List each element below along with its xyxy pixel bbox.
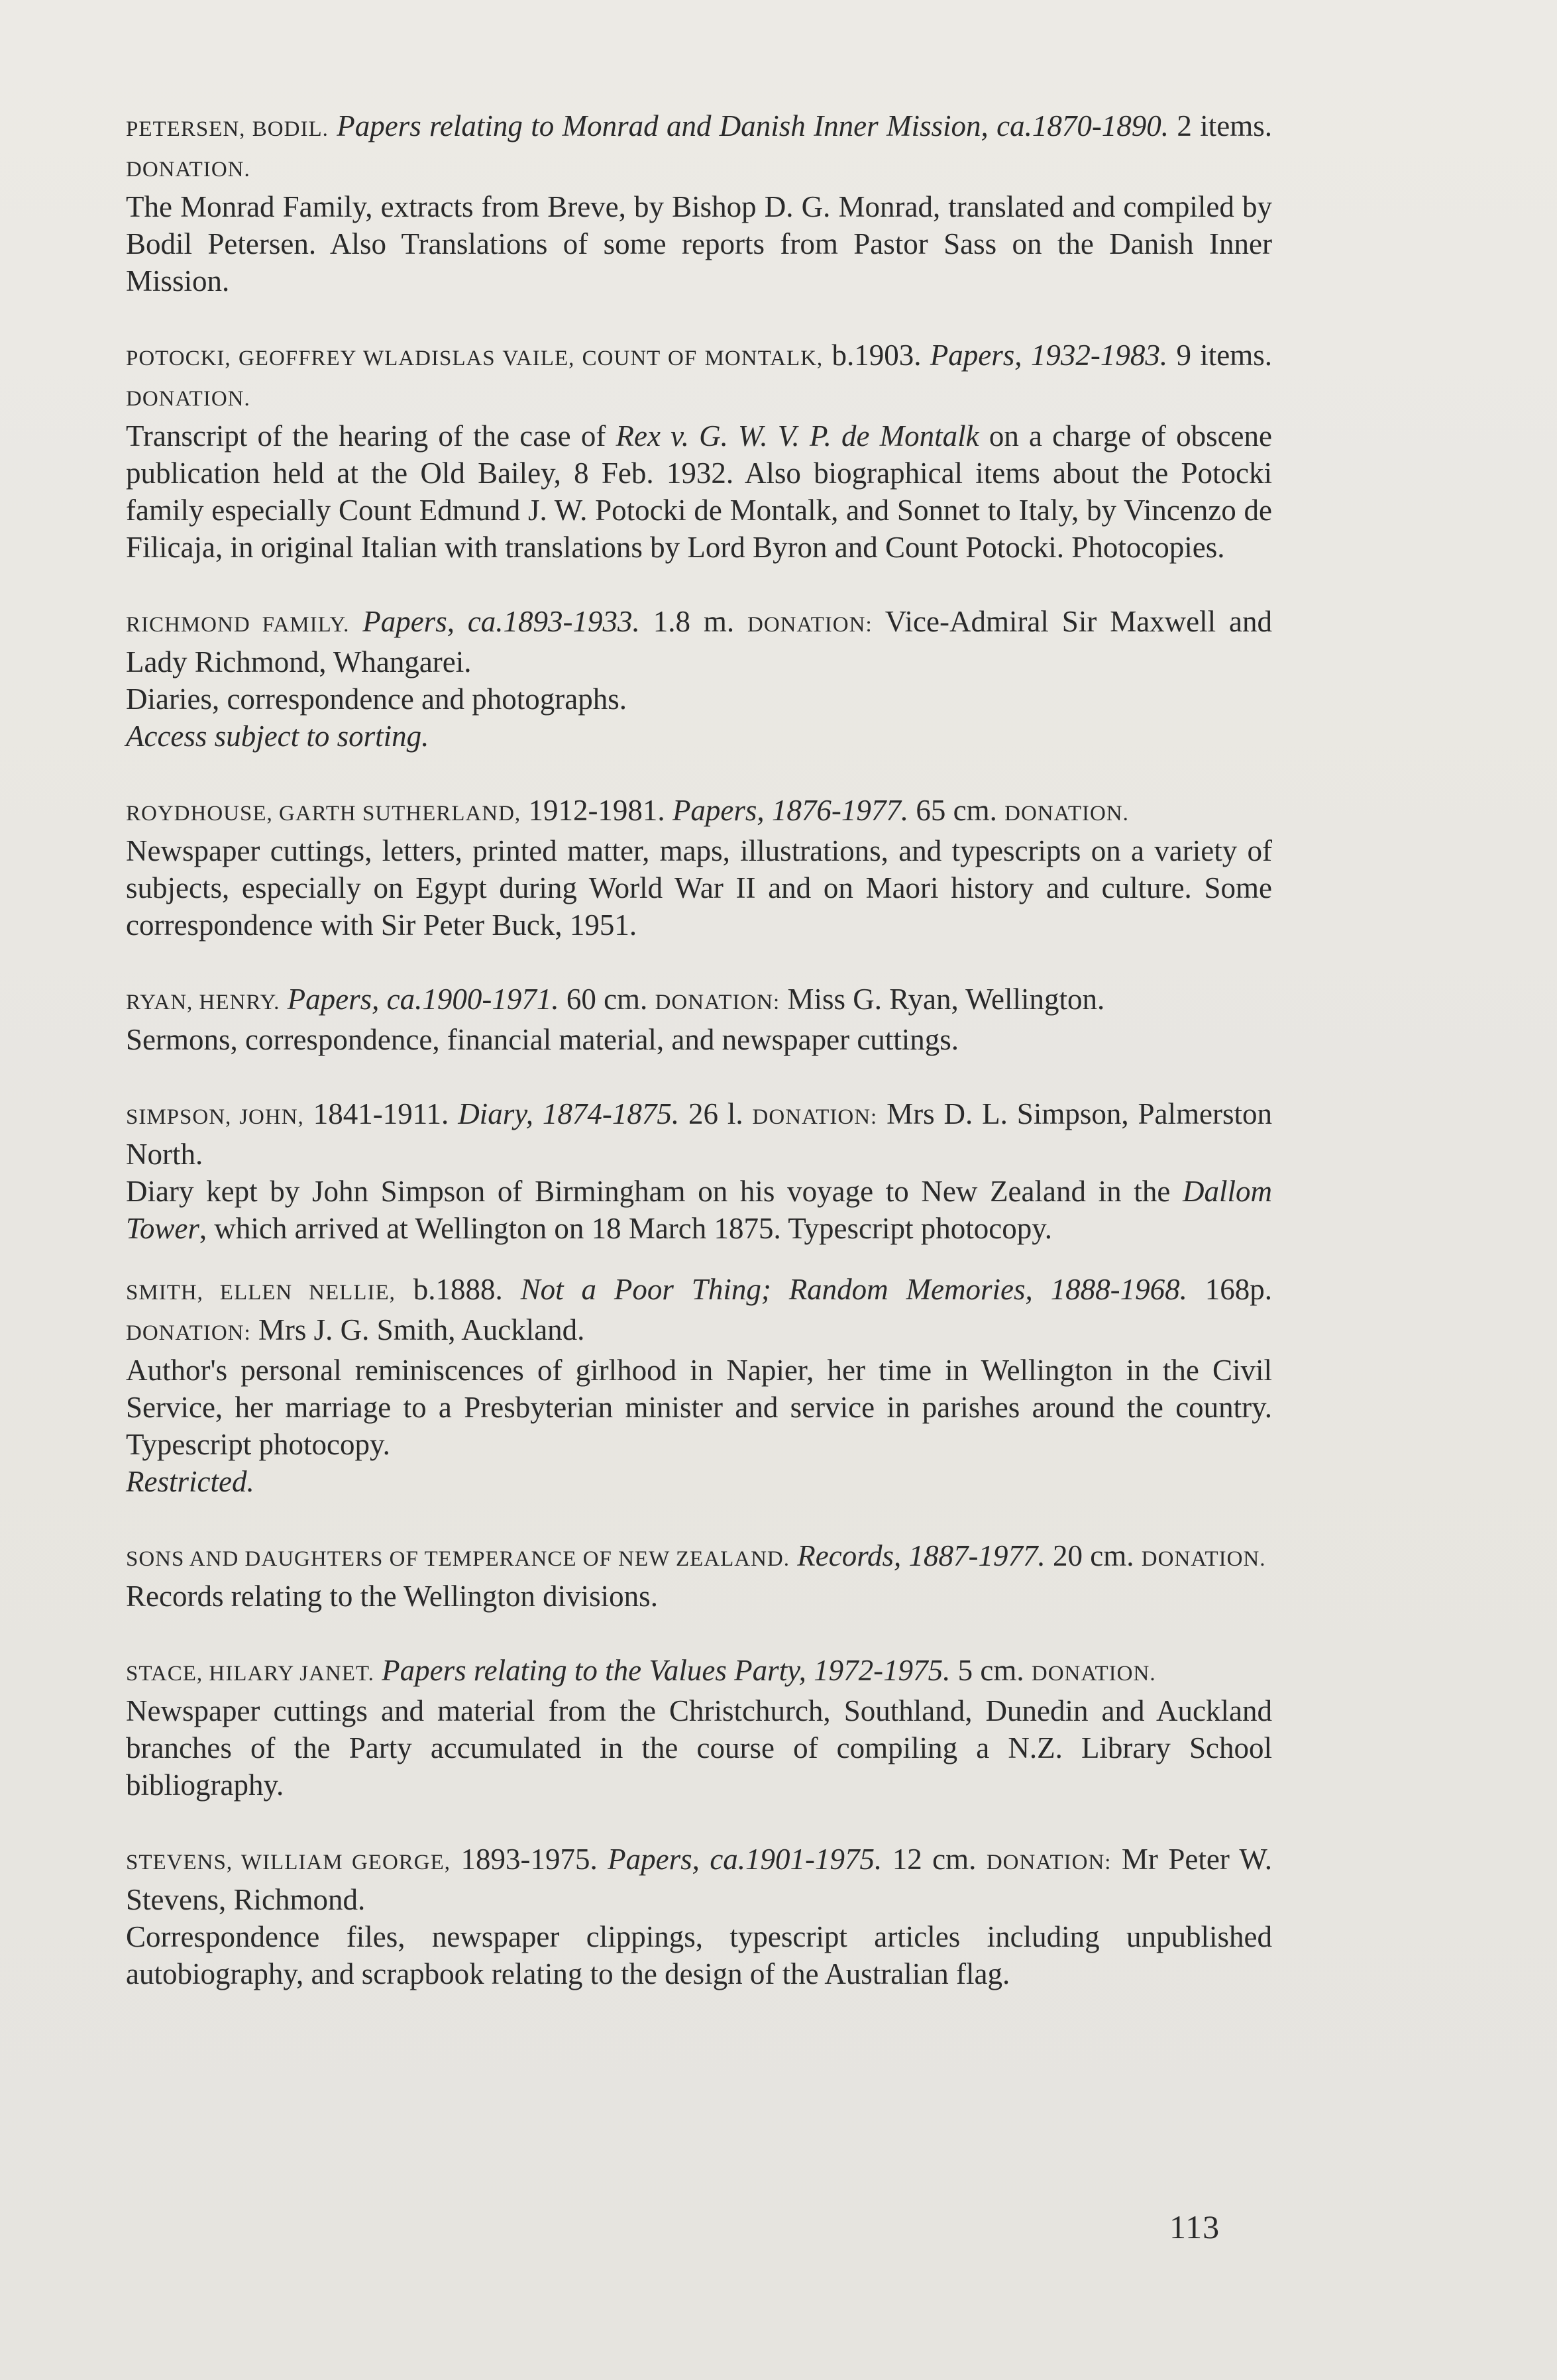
entry-description (126, 1173, 1272, 1247)
entry-dates: b.1888. (413, 1273, 503, 1306)
description-text: Diary kept by John Simpson of Birmingham on his voyage to New Zealand in the (126, 1175, 1183, 1208)
entry-description: The Monrad Family, extracts from Breve, by Bishop D. G. Monrad, translated and compiled by Bodil Petersen. Also Translations of some reports from Pastor Sass on the Danish Inner Mission. (126, 190, 1272, 298)
entry-title: Papers, 1876-1977. (672, 794, 909, 827)
entry-name: SMITH, ELLEN NELLIE, (126, 1281, 396, 1305)
catalogue-entry-ryan (126, 981, 1272, 1058)
entry-description: Newspaper cuttings and material from the Christchurch, Southland, Dunedin and Auckland branches of the Party accumulated in the course of compiling a N.Z. Library School bibliography. (126, 1694, 1272, 1802)
entry-note: Restricted. (126, 1465, 254, 1498)
donation-label: DONATION: (747, 613, 873, 637)
entry-extent: 26 l. (688, 1097, 743, 1130)
entry-title: Not a Poor Thing; Random Memories, 1888-1968. (520, 1273, 1187, 1306)
entry-name: POTOCKI, GEOFFREY WLADISLAS VAILE, COUNT OF MONTALK, (126, 347, 824, 370)
catalogue-entry-simpson (126, 1095, 1272, 1247)
donation-source: Vice-Admiral Sir Maxwell and Lady Richmond, Whangarei. (126, 605, 1273, 678)
catalogue-entry-potocki (126, 337, 1272, 566)
entry-name: SIMPSON, JOHN, (126, 1105, 304, 1129)
case-title: Rex v. G. W. V. P. de Montalk (616, 419, 979, 453)
catalogue-entry-stevens (126, 1841, 1272, 1992)
entry-description: Records relating to the Wellington divisions. (126, 1580, 658, 1613)
entry-name: RYAN, HENRY. (126, 991, 280, 1014)
entry-dates: 1841-1911. (313, 1097, 449, 1130)
entry-extent: 5 cm. (957, 1654, 1024, 1687)
page-number: 113 (1169, 2208, 1220, 2245)
catalogue-entry-roydhouse (126, 792, 1272, 944)
entry-description: Correspondence files, newspaper clippings, typescript articles including unpublished autobiography, and scrapbook relating to the design of the Australian flag. (126, 1920, 1272, 1990)
entry-extent: 168p. (1205, 1273, 1273, 1306)
donation-label: DONATION. (1141, 1547, 1266, 1571)
description-text: Transcript of the hearing of the case of (126, 419, 616, 453)
entry-name: PETERSEN, BODIL. (126, 117, 329, 141)
entry-name: STACE, HILARY JANET. (126, 1662, 374, 1686)
entry-title: Papers, ca.1900-1971. (287, 983, 559, 1016)
donation-source: Mrs J. G. Smith, Auckland. (258, 1313, 585, 1346)
catalogue-entry-sons-and-daughters (126, 1537, 1272, 1615)
entry-description: Newspaper cuttings, letters, printed matter, maps, illustrations, and typescripts on a variety of subjects, especially on Egypt during World War II and on Maori history and culture. Some correspondence with Sir Peter Buck, 1951. (126, 834, 1272, 942)
donation-label: DONATION: (126, 1321, 251, 1345)
entry-name: STEVENS, WILLIAM GEORGE, (126, 1851, 451, 1874)
entry-title: Records, 1887-1977. (797, 1539, 1046, 1572)
donation-label: DONATION: (986, 1851, 1112, 1874)
entry-description: Sermons, correspondence, financial material, and newspaper cuttings. (126, 1023, 959, 1056)
entry-name: SONS AND DAUGHTERS OF TEMPERANCE OF NEW ZEALAND. (126, 1547, 790, 1571)
donation-label: DONATION: (655, 991, 780, 1014)
catalogue-column (126, 107, 1272, 1992)
entry-description: Author's personal reminiscences of girlhood in Napier, her time in Wellington in the Civil Service, her marriage to a Presbyterian minister and service in parishes around the country. Typescript photocopy. (126, 1354, 1272, 1461)
entry-name: RICHMOND FAMILY. (126, 613, 350, 637)
description-text: , which arrived at Wellington on 18 March 1875. Typescript photocopy. (199, 1212, 1053, 1245)
entry-extent: 2 items. (1177, 109, 1273, 142)
entry-title: Papers, ca.1893-1933. (362, 605, 640, 638)
donation-source: Miss G. Ryan, Wellington. (787, 983, 1105, 1016)
catalogue-entry-smith (126, 1271, 1272, 1500)
donation-label: DONATION. (126, 387, 250, 411)
donation-source: Mr Peter W. Stevens, Richmond. (126, 1843, 1273, 1916)
entry-description: Diaries, correspondence and photographs. (126, 682, 627, 716)
donation-label: DONATION. (126, 158, 250, 182)
entry-title: Papers relating to Monrad and Danish Inner Mission, ca.1870-1890. (337, 109, 1169, 142)
entry-title: Papers relating to the Values Party, 1972-1975. (382, 1654, 951, 1687)
entry-name: ROYDHOUSE, GARTH SUTHERLAND, (126, 802, 521, 826)
donation-source: Mrs D. L. Simpson, Palmerston North. (126, 1097, 1272, 1171)
entry-dates: 1912-1981. (528, 794, 665, 827)
description-text: on a charge of obscene publication held at the Old Bailey, 8 Feb. 1932. Also biographical items about the Potocki family especially Count Edmund J. W. Potocki de Montalk, and Sonnet to Italy, by Vincenzo de Filicaja, in original Italian with translations by Lord Byron and Count Potocki. Photocopies. (126, 419, 1273, 564)
entry-extent: 20 cm. (1053, 1539, 1134, 1572)
entry-description (126, 417, 1272, 566)
entry-extent: 60 cm. (566, 983, 648, 1016)
donation-label: DONATION. (1004, 802, 1129, 826)
entry-dates: b.1903. (832, 339, 922, 372)
catalogue-entry-petersen (126, 107, 1272, 299)
entry-dates: 1893-1975. (460, 1843, 598, 1876)
entry-extent: 9 items. (1176, 339, 1273, 372)
entry-extent: 1.8 m. (653, 605, 735, 638)
entry-title: Papers, ca.1901-1975. (608, 1843, 883, 1876)
entry-extent: 12 cm. (892, 1843, 977, 1876)
entry-note: Access subject to sorting. (126, 720, 429, 753)
donation-label: DONATION. (1031, 1662, 1156, 1686)
catalogue-entry-richmond (126, 603, 1272, 755)
entry-title: Diary, 1874-1875. (458, 1097, 680, 1130)
catalogue-entry-stace (126, 1652, 1272, 1804)
entry-extent: 65 cm. (916, 794, 997, 827)
ship-name: Dallom Tower (126, 1175, 1272, 1245)
entry-title: Papers, 1932-1983. (930, 339, 1168, 372)
donation-label: DONATION: (752, 1105, 878, 1129)
